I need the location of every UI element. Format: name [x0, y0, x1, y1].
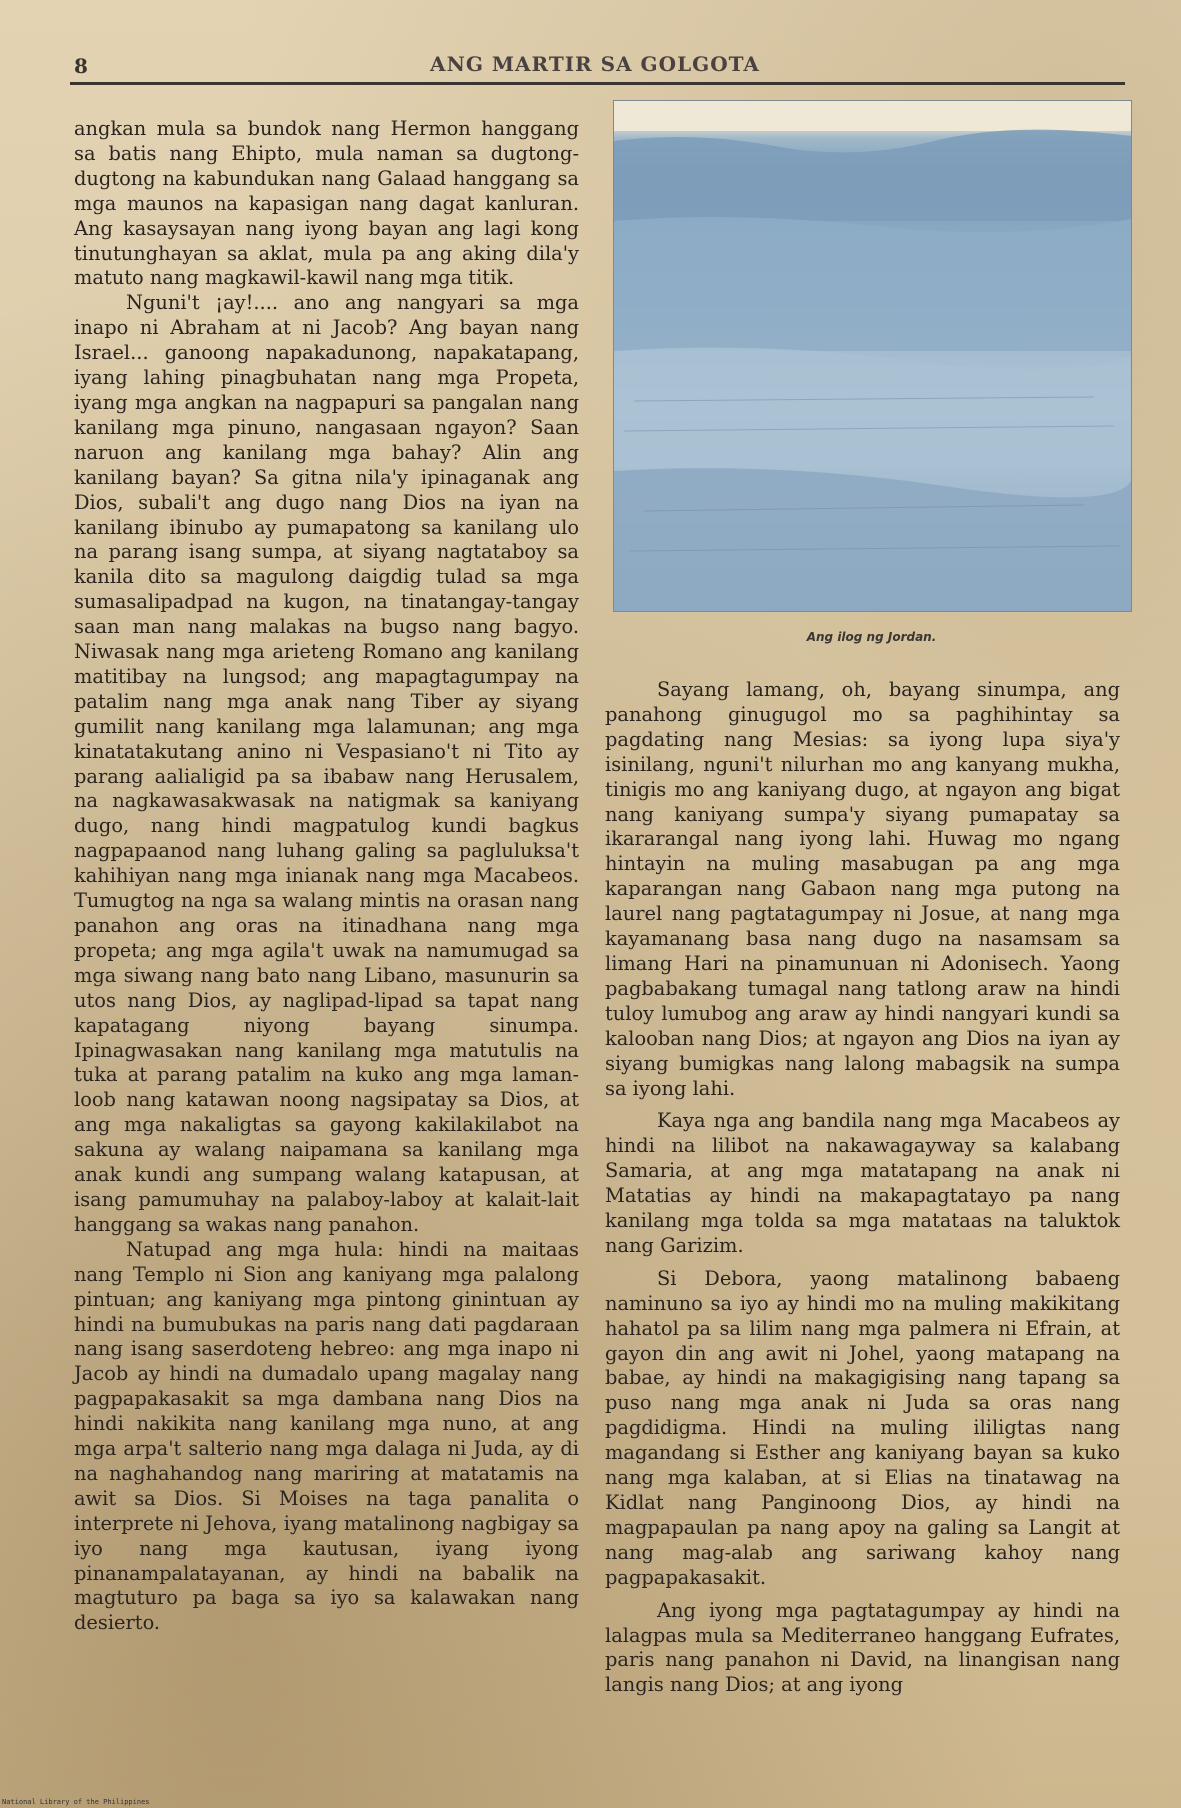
right-column: [605, 678, 1120, 1698]
paragraph: Natupad ang mga hula: hindi na maitaas nang Templo ni Sion ang kaniyang mga palalong pintuan; ang kaniyang mga pintong ginintuan ay hindi na bumubukas na paris nang dati pagdaraan nang isang saserdoteng hebreo: ang mga inapo ni Jacob ay hindi na dumadalo upang magalay nang pagpapakasakit sa mga dambana nang Dios na hindi nakikita nang kanilang mga nuno, at ang mga arpa't salterio nang mga dalaga ni Juda, ay di na naghahandog nang mariring at matatamis na awit sa Dios. Si Moises na taga panalita o interprete ni Jehova, iyang matalinong nagbigay sa iyo nang mga kautusan, iyang iyong pinanampalatayanan, ay hindi na babalik na magtuturo pa baga sa iyo sa kalawakan nang desierto.: [74, 1237, 579, 1635]
paragraph: Nguni't ¡ay!.... ano ang nangyari sa mga inapo ni Abraham at ni Jacob? Ang bayan nang Israel... ganoong napakadunong, napakatapang, iyang lahing pinagbuhatan nang mga Propeta, iyang mga angkan na nagpapuri sa pangalan nang kanilang mga pinuno, nangasaan ngayon? Saan naruon ang kanilang mga bahay? Alin ang kanilang bayan? Sa gitna nila'y ipinaganak ang Dios, subali't ang dugo nang Dios na iyan na kanilang ibinubo ay pumapatong sa kanilang ulo na parang isang sumpa, at siyang nagtataboy sa kanila dito sa magulong daigdig tulad sa mga sumasalipadpad na kugon, na tinatangay-tangay saan man nang malakas na bugso nang bagyo. Niwasak nang mga arieteng Romano ang kanilang matitibay na lungsod; ang mapagtagumpay na patalim nang mga anak nang Tiber ay siyang gumilit nang kanilang mga lalamunan; ang mga kinatatakutang anino ni Vespasiano't ni Tito ay parang aalialigid pa sa ibabaw nang Herusalem, na nagkawasakwasak na natigmak sa kaniyang dugo, nang hindi magpatulog kundi bagkus nagpapaanod nang luhang galing sa pagluluksa't kahihiyan nang mga inianak nang mga Macabeos. Tumugtog na nga sa walang mintis na orasan nang panahon ang oras na itinadhana nang mga propeta; ang mga agila't uwak na namumugad sa mga siwang nang bato nang Libano, masunurin sa utos nang Dios, ay naglipad-lipad sa tapat nang kapatagang niyong bayang sinumpa. Ipinagwasakan nang kanilang mga matutulis na tuka at parang patalim na kuko ang mga laman-loob nang katawan noong nagsipatay sa Dios, at ang mga nakaligtas sa gayong kakilakilabot na sakuna ay walang naipamana sa kanilang mga anak kundi ang sumpang walang katapusan, at isang pamumuhay na palaboy-laboy at kalait-lait hanggang sa wakas nang panahon.: [74, 291, 579, 1236]
paragraph: angkan mula sa bundok nang Hermon hanggang sa batis nang Ehipto, mula naman sa dugtong-dugtong na kabundukan nang Galaad hanggang sa mga maunos na kapasigan nang dagat kanluran. Ang kasaysayan nang iyong bayan ang lagi kong tinutunghayan sa aklat, mula pa ang aking dila'y matuto nang magkawil-kawil nang mga titik.: [74, 117, 579, 290]
paragraph: Ang iyong mga pagtatagumpay ay hindi na lalagpas mula sa Mediterraneo hanggang Eufrates, paris nang panahon ni David, na linangisan nang langis nang Dios; at ang iyong: [605, 1598, 1120, 1697]
photo-illustration: [614, 101, 1131, 611]
running-title: ANG MARTIR SA GOLGOTA: [430, 52, 760, 76]
left-column: [74, 117, 579, 1636]
paragraph: Si Debora, yaong matalinong babaeng naminuno sa iyo ay hindi mo na muling makikitang hahatol pa sa lilim nang mga palmera ni Efrain, at gayon din ang awit ni Johel, yaong matapang na babae, ay hindi na makagigising nang tapang sa puso nang mga anak ni Juda sa oras nang pagdidigma. Hindi na muling ililigtas nang magandang si Esther ang kaniyang bayan sa kuko nang mga kalaban, at si Elias na tinatawag na Kidlat nang Panginoong Dios, ay hindi na magpapaulan pa nang apoy na galing sa Langit at nang mag-alab ang sariwang kahoy nang pagpapakasakit.: [605, 1266, 1120, 1589]
paragraph: Kaya nga ang bandila nang mga Macabeos ay hindi na lilibot na nakawagayway sa kalabang Samaria, at ang mga matatapang na anak ni Matatias ay hindi na makapagtatayo pa nang kanilang mga tolda sa mga matataas na taluktok nang Garizim.: [605, 1109, 1120, 1257]
figure-caption: Ang ilog ng Jordan.: [806, 630, 937, 644]
page-number: 8: [74, 54, 88, 78]
library-credit: National Library of the Philippines: [2, 1798, 150, 1806]
paragraph: Sayang lamang, oh, bayang sinumpa, ang panahong ginugugol mo sa paghihintay sa pagdating nang Mesias: sa iyong lupa siya'y isinilang, nguni't nilurhan mo ang kanyang mukha, tinigis mo ang kaniyang dugo, at ngayon ang bigat nang kaniyang sumpa'y siyang pumapatay sa ikararangal nang iyong lahi. Huwag mo ngang hintayin na muling masabugan pa ang mga kaparangan nang Gabaon nang mga putong na laurel nang pagtatagumpay ni Josue, at nang mga kayamanang basa nang dugo na nasamsam sa limang Hari na pinamunuan ni Adonisech. Yaong pagbabakang tumagal nang tatlong araw na hindi tuloy lumubog ang araw ay hindi nangyari kundi sa kalooban nang Dios; at ngayon ang Dios na iyan ay siyang bumigkas nang lalong mabagsik na sumpa sa iyong lahi.: [605, 678, 1120, 1100]
jordan-river-photo: [613, 100, 1132, 612]
figure: [613, 100, 1130, 644]
header-rule: [70, 82, 1125, 85]
